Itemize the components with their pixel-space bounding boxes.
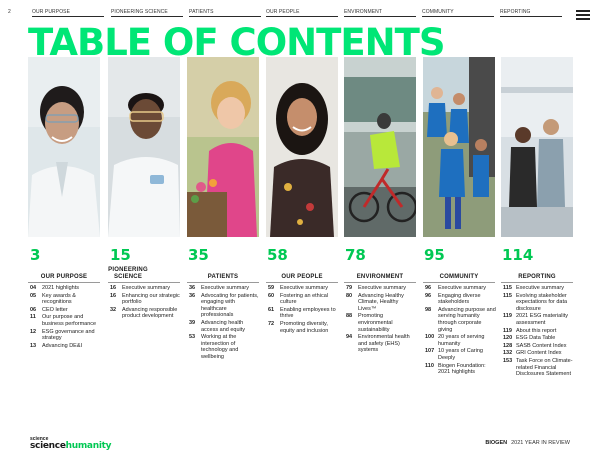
toc-column-reporting (503, 285, 575, 379)
column-rule (266, 282, 338, 283)
toc-entry[interactable]: 72 Promoting diversity, equity and inclusion (268, 320, 329, 334)
column-rule (108, 282, 180, 283)
toc-entry[interactable]: 107 10 years of Caring Deeply (425, 348, 483, 361)
toc-entry[interactable]: 59 Executive summary (268, 285, 328, 291)
nav-underline (422, 16, 494, 17)
nav-underline (344, 16, 416, 17)
section-number-our-people[interactable]: 58 (267, 246, 288, 264)
toc-entry[interactable]: 96 Executive summary (425, 285, 486, 291)
column-rule (501, 282, 573, 283)
footer-report: 2021 YEAR IN REVIEW (511, 440, 570, 446)
toc-entry[interactable]: 132 GRI Content Index (503, 350, 562, 357)
nav-reporting[interactable]: REPORTING (500, 9, 531, 15)
toc-entry[interactable]: 11 Our purpose and business performance (30, 314, 97, 327)
toc-entry[interactable]: 32 Advancing responsible product development (110, 306, 178, 320)
toc-entry[interactable]: 88 Promoting environmental sustainability (346, 313, 393, 333)
toc-entry[interactable]: 13 Advancing DE&I (30, 342, 83, 349)
nav-our-purpose[interactable]: OUR PURPOSE (32, 9, 71, 15)
nav-pioneering-science[interactable]: PIONEERING SCIENCE (111, 9, 168, 15)
nav-underline (500, 16, 562, 17)
toc-entry[interactable]: 12 ESG governance and strategy (30, 328, 95, 342)
column-header-reporting[interactable]: REPORTING (518, 274, 556, 280)
column-header-our-purpose[interactable]: OUR PURPOSE (40, 274, 88, 280)
toc-entry[interactable]: 128 SASB Content Index (503, 342, 567, 349)
toc-entry[interactable]: 96 Engaging diverse stakeholders (425, 292, 481, 306)
column-header-our-people[interactable]: OUR PEOPLE (281, 274, 323, 280)
toc-entry[interactable]: 94 Environmental health and safety (EHS) systems (346, 334, 410, 354)
nav-underline (266, 16, 338, 17)
hamburger-menu-icon[interactable] (576, 10, 590, 20)
column-rule (187, 282, 259, 283)
footer-brand: BIOGEN (485, 440, 508, 446)
logo-small-text: science (30, 436, 49, 442)
toc-column-pioneering-science (110, 285, 180, 321)
section-number-patients[interactable]: 35 (188, 246, 209, 264)
section-number-our-purpose[interactable]: 3 (30, 246, 41, 264)
column-header-pioneering-science[interactable]: PIONEERING SCIENCE (108, 267, 148, 280)
column-header-environment[interactable]: ENVIRONMENT (356, 274, 404, 280)
column-rule (28, 282, 100, 283)
toc-entry[interactable]: 79 Executive summary (346, 285, 406, 291)
photo-reporting (501, 57, 573, 237)
toc-column-community (425, 285, 497, 377)
logo-main-text: sciencehumanity (30, 441, 112, 451)
toc-entry[interactable]: 16 Enhancing our strategic portfolio (110, 292, 180, 306)
toc-entry[interactable]: 98 Advancing purpose and serving humanity through corporate giving (425, 306, 496, 333)
toc-entry[interactable]: 119 About this report (503, 327, 557, 334)
toc-entry[interactable]: 110 Biogen Foundation: 2021 highlights (425, 362, 486, 376)
photo-our-people (266, 57, 338, 237)
column-rule (344, 282, 416, 283)
section-number-pioneering-science[interactable]: 15 (110, 246, 131, 264)
footer-report-title (485, 440, 570, 446)
toc-entry[interactable]: 115 Evolving stakeholder expectations for data disclosure (503, 292, 568, 312)
nav-underline (32, 16, 104, 17)
nav-community[interactable]: COMMUNITY (422, 9, 454, 15)
toc-column-our-purpose (30, 285, 100, 350)
section-number-environment[interactable]: 78 (345, 246, 366, 264)
top-navigation (0, 0, 600, 22)
photo-pioneering-science (108, 57, 180, 237)
toc-entry[interactable]: 80 Advancing Healthy Climate, Healthy Lives™ (346, 292, 404, 312)
toc-entry[interactable]: 04 2021 highlights (30, 285, 80, 291)
toc-entry[interactable]: 100 20 years of serving humanity (425, 334, 485, 347)
column-header-patients[interactable]: PATIENTS (207, 274, 239, 280)
column-header-community[interactable]: COMMUNITY (439, 274, 479, 280)
toc-entry[interactable]: 119 2021 ESG materiality assessment (503, 313, 568, 326)
nav-our-people[interactable]: OUR PEOPLE (266, 9, 300, 15)
toc-entry[interactable]: 61 Enabling employees to thrive (268, 306, 336, 320)
toc-entry[interactable]: 120 ESG Data Table (503, 335, 556, 342)
science-humanity-logo (30, 437, 110, 451)
toc-column-patients (189, 285, 259, 362)
page-title: TABLE OF CONTENTS (28, 21, 445, 64)
nav-underline (111, 16, 183, 17)
toc-entry[interactable]: 36 Advocating for patients, engaging with healthcare professionals (189, 292, 259, 319)
toc-column-our-people (268, 285, 338, 335)
photo-community (423, 57, 495, 237)
toc-entry[interactable]: 153 Task Force on Climate-related Financial Disclosures Statement (503, 357, 573, 378)
toc-entry[interactable]: 115 Executive summary (503, 285, 564, 291)
page-number: 2 (8, 9, 11, 15)
toc-entry[interactable]: 16 Executive summary (110, 285, 170, 291)
toc-entry[interactable]: 53 Working at the intersection of technology and wellbeing (189, 334, 239, 360)
photo-environment (344, 57, 416, 237)
toc-entry[interactable]: 06 CEO letter (30, 306, 68, 313)
photo-our-purpose (28, 57, 100, 237)
toc-entry[interactable]: 36 Executive summary (189, 285, 249, 291)
photo-patients (187, 57, 259, 237)
column-rule (423, 282, 495, 283)
nav-environment[interactable]: ENVIRONMENT (344, 9, 383, 15)
toc-entry[interactable]: 39 Advancing health access and equity (189, 319, 246, 333)
toc-entry[interactable]: 05 Key awards & recognitions (30, 292, 76, 306)
toc-entry[interactable]: 60 Fostering an ethical culture (268, 292, 328, 306)
section-number-community[interactable]: 95 (424, 246, 445, 264)
nav-patients[interactable]: PATIENTS (189, 9, 214, 15)
section-number-reporting[interactable]: 114 (502, 246, 534, 264)
nav-underline (189, 16, 261, 17)
toc-column-environment (346, 285, 416, 355)
